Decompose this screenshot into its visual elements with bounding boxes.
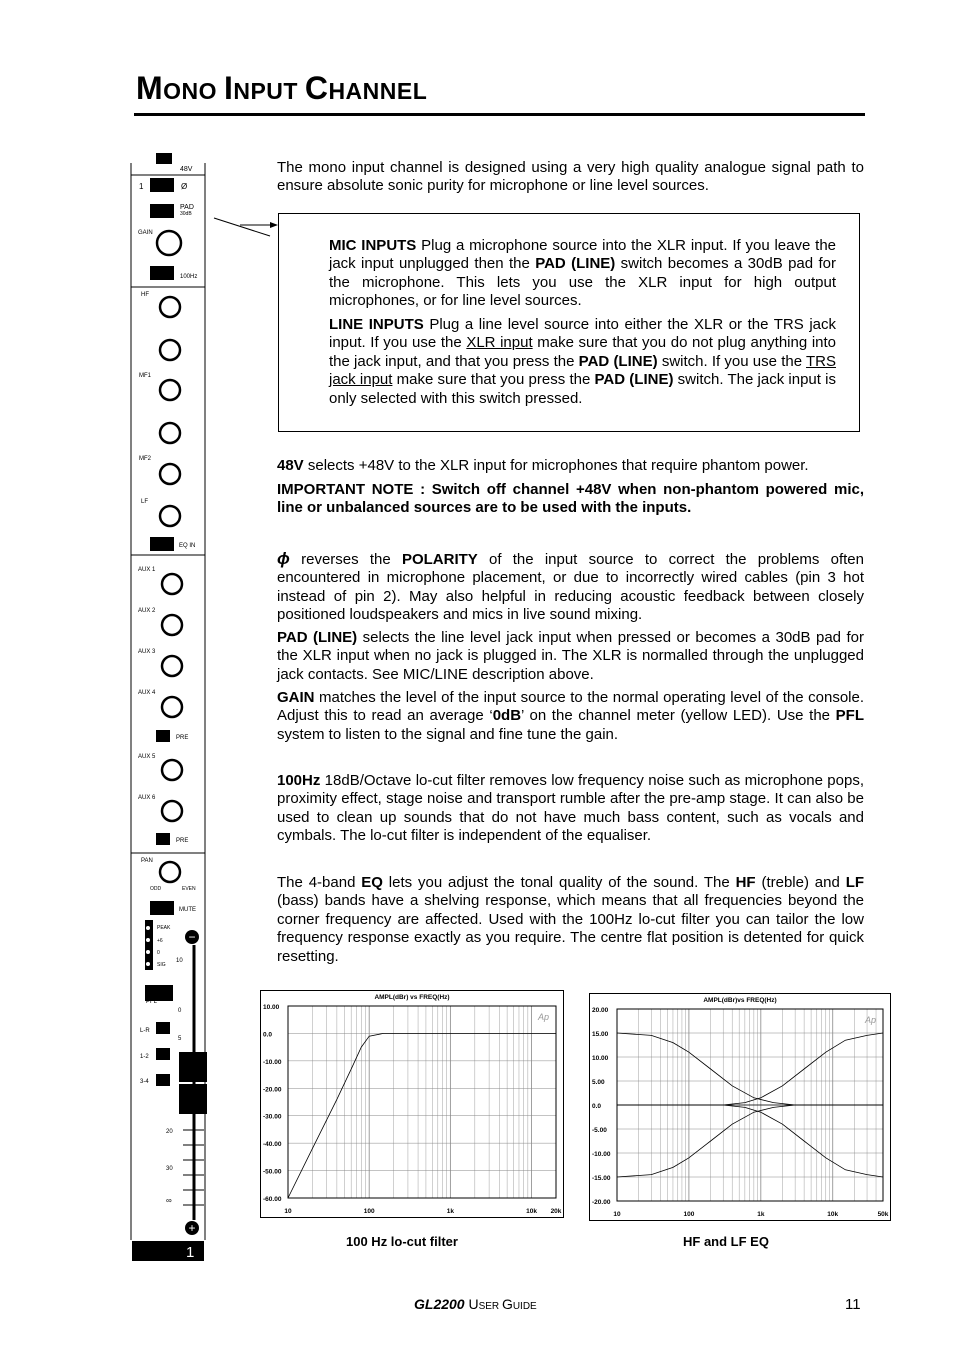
eq-paragraph: The 4-band EQ lets you adjust the tonal quality of the sound. The HF (treble) and LF (bass) bands have a shelving response, which means that all frequencies beyond the corner frequency are affected. Used with the 100Hz lo-cut filter you can tailor the low frequency response exactly as you require. The centre flat position is detented for quick resetting. — [277, 874, 865, 965]
ap-logo: Ap — [865, 1015, 877, 1025]
label-pfl: PFL — [146, 999, 158, 1005]
y-tick-label: 20.00 — [592, 1007, 609, 1014]
label-aux2: AUX 2 — [138, 608, 156, 614]
label-odd: ODD — [150, 886, 162, 892]
y-tick-label: -30.00 — [263, 1113, 282, 1121]
svg-text:+: + — [188, 1221, 196, 1235]
label-eqin: EQ IN — [179, 543, 196, 549]
label-aux4: AUX 4 — [138, 690, 156, 696]
label-mute: MUTE — [179, 907, 196, 913]
x-tick-label: 100 — [363, 1208, 375, 1215]
y-tick-label: 5.00 — [592, 1079, 605, 1086]
label-mf1: MF1 — [139, 373, 151, 379]
fader-5: 5 — [178, 1036, 182, 1042]
y-tick-label: -5.00 — [592, 1127, 607, 1134]
y-tick-label: -10.00 — [592, 1151, 611, 1158]
y-tick-label: 10.00 — [263, 1004, 280, 1011]
locut-caption: 100 Hz lo-cut filter — [346, 1234, 458, 1249]
y-tick-label: 0.0 — [592, 1103, 602, 1110]
label-aux3: AUX 3 — [138, 649, 156, 655]
y-tick-label: -50.00 — [263, 1168, 282, 1176]
x-tick-label: 10k — [526, 1208, 537, 1215]
x-tick-label: 20k — [550, 1208, 562, 1215]
gain-paragraph: GAIN matches the level of the input source to the normal operating level of the console. Adjust this to read an average ‘0dB’ on the channel meter (yellow LED). Use the PFL system to listen to the signal and fine tune the gain. — [277, 689, 864, 743]
label-mf2: MF2 — [139, 456, 151, 462]
page-title: MONO INPUT CHANNEL — [136, 70, 428, 106]
x-tick-label: 100 — [683, 1211, 695, 1218]
y-tick-label: 10.00 — [592, 1055, 609, 1062]
chart-title: AMPL(dBr) vs FREQ(Hz) — [374, 994, 450, 1001]
x-tick-label: 1k — [446, 1208, 454, 1215]
label-lf: LF — [141, 499, 149, 505]
label-even: EVEN — [182, 886, 196, 892]
y-tick-label: -15.00 — [592, 1175, 611, 1182]
label-lr: L-R — [140, 1028, 150, 1034]
label-pre-2: PRE — [176, 838, 189, 844]
important-note: IMPORTANT NOTE : Switch off channel +48V when non-phantom powered mic, line or unbalanced sources are to be used with the inputs. — [277, 481, 864, 517]
y-tick-label: -40.00 — [263, 1141, 282, 1149]
locut-paragraph: 100Hz 18dB/Octave lo-cut filter removes low frequency noise such as microphone pops, proximity effect, stage noise and transport rumble after the pre-amp stage. It can also be used to clean up sounds that do not have much bass content, such as vocals and cymbals. The lo-cut filter is independent of the equaliser. — [277, 772, 864, 845]
x-tick-label: 10k — [827, 1211, 839, 1218]
footer-guide: GL2200 USER GUIDE — [414, 1296, 537, 1312]
label-48v: 48V — [180, 166, 193, 173]
label-plus6: +6 — [157, 938, 163, 944]
label-zero: 0 — [157, 950, 160, 956]
eq-caption: HF and LF EQ — [683, 1234, 769, 1249]
y-tick-label: -20.00 — [592, 1199, 611, 1206]
y-tick-label: 15.00 — [592, 1031, 609, 1038]
label-pad: PAD — [180, 204, 194, 211]
chart-title: AMPL(dBr)vs FREQ(Hz) — [703, 997, 777, 1004]
mic-inputs-paragraph: MIC INPUTS Plug a microphone source into the XLR input. If you leave the jack input unplugged then the PAD (LINE) switch becomes a 30dB pad for the microphone. This lets you use the XLR input for high output microphones, or for line level sources. — [329, 237, 837, 310]
label-hf: HF — [141, 292, 149, 298]
label-aux6: AUX 6 — [138, 795, 156, 801]
polarity-paragraph: ϕ reverses the POLARITY of the input source to correct the problems often encountered in microphone placement, or due to incorrectly wired cables (pin 3 hot instead of pin 2). May also helpful in reducing acoustic feedback between closely positioned loudspeakers and mics in live sound mixing. — [277, 549, 864, 624]
p48v-paragraph: 48V selects +48V to the XLR input for microphones that require phantom power. — [277, 457, 809, 474]
channel-number: 1 — [186, 1244, 195, 1261]
fader-inf: ∞ — [166, 1196, 172, 1205]
line-inputs-paragraph: LINE INPUTS Plug a line level source into either the XLR or the TRS jack input. If you use the XLR input make sure that you do not plug anything into the jack input, and that you press the PAD (LINE) switch. If you use the TRS jack input make sure that you press the PAD (LINE) switch. The jack input is only selected with this switch pressed. — [329, 316, 836, 407]
label-gain: GAIN — [138, 230, 153, 236]
label-pad30: 30dB — [180, 211, 192, 217]
page-number: 11 — [845, 1296, 861, 1313]
label-pre-1: PRE — [176, 735, 189, 741]
svg-text:−: − — [188, 930, 196, 944]
label-34: 3-4 — [140, 1079, 149, 1085]
label-12: 1-2 — [140, 1054, 149, 1060]
label-pan: PAN — [141, 858, 153, 864]
eq-chart — [589, 993, 891, 1221]
y-tick-label: 0.0 — [263, 1031, 273, 1039]
label-phase: Ø — [181, 182, 188, 191]
mic-line-box — [278, 213, 860, 432]
fader-20: 20 — [166, 1129, 173, 1135]
x-tick-label: 10 — [284, 1208, 292, 1215]
locut-chart — [260, 990, 564, 1218]
x-tick-label: 50k — [877, 1211, 889, 1218]
ap-logo: Ap — [538, 1012, 550, 1022]
y-tick-label: -10.00 — [263, 1058, 282, 1066]
label-sig: SIG — [157, 962, 166, 968]
label-peak: PEAK — [157, 925, 171, 931]
label-100hz: 100Hz — [180, 274, 198, 280]
channel-strip-illustration — [0, 0, 300, 1280]
x-tick-label: 10 — [613, 1211, 621, 1218]
pad-paragraph: PAD (LINE) selects the line level jack input when pressed or becomes a 30dB pad for the XLR input when no jack is plugged in. The XLR is normalled through the unplugged jack contacts. See MIC/LINE description above. — [277, 629, 864, 683]
fader-10: 10 — [176, 958, 183, 964]
y-tick-label: -60.00 — [263, 1196, 282, 1203]
label-aux1: AUX 1 — [138, 567, 156, 573]
x-tick-label: 1k — [757, 1211, 765, 1218]
fader-30: 30 — [166, 1166, 173, 1172]
label-aux5: AUX 5 — [138, 754, 156, 760]
intro-paragraph: The mono input channel is designed using a very high quality analogue signal path to ensure absolute sonic purity for microphone or line level sources. — [277, 159, 864, 195]
fader-0: 0 — [178, 1008, 182, 1014]
y-tick-label: -20.00 — [263, 1086, 282, 1094]
label-channel: 1 — [139, 182, 144, 191]
chart-frame — [261, 991, 564, 1218]
